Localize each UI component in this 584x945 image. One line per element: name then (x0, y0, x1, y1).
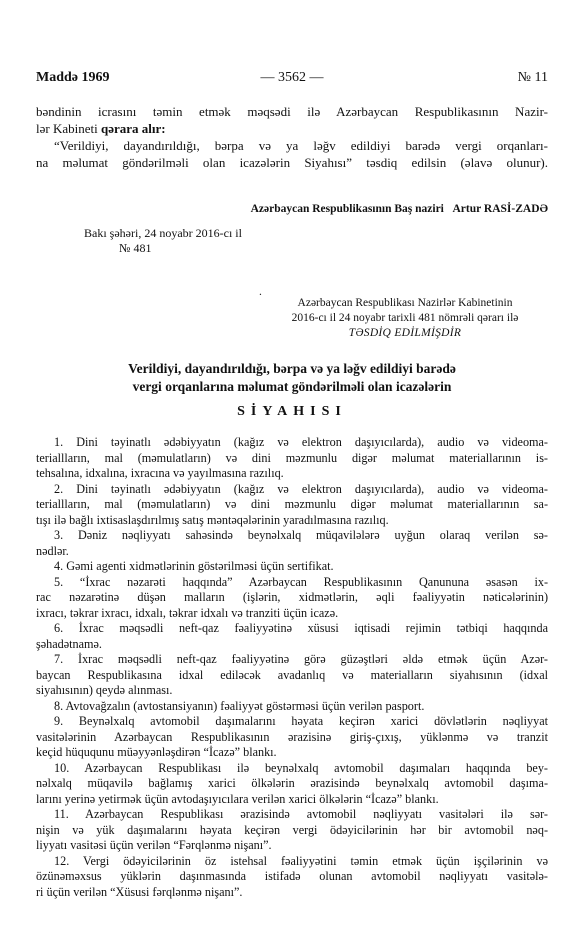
header-page-number: — 3562 — (260, 70, 324, 85)
list-item (36, 575, 548, 622)
list-item-line: tışı ilə bağlı ixtisaslaşdırılmış satış məntəqələrinin yaradılmasına razılıq. (36, 512, 389, 527)
quote-line: na məlumat göndərilməli olan icazələrin Siyahısı” təsdiq edilsin (əlavə olunur). (36, 155, 548, 170)
document-title (36, 360, 548, 396)
intro-text: lər Kabineti (36, 121, 101, 136)
list-item-line: vasitələrinin Azərbaycan Respublikasının ərazisinə giriş-çıxış, yüklənmə və tranzit (36, 729, 548, 744)
list-item (36, 699, 548, 715)
list-item-line: 4. Gəmi agenti xidmətlərinin göstərilməsi üçün sertifikat. (54, 559, 334, 573)
list-item-line: 8. Avtovağzalın (avtostansiyanın) fəaliyyət göstərməsi üçün verilən pasport. (54, 698, 425, 713)
approval-line: Azərbaycan Respublikası Nazirlər Kabinetinin (297, 297, 513, 309)
list-item-line: ixracı, təkrar ixracı, idxalı, təkrar idxalı və tranziti üçün icazə. (36, 605, 339, 620)
approval-block (255, 288, 555, 341)
list-item-line: nədlər. (36, 543, 69, 558)
page-header (36, 70, 548, 88)
list-item (36, 435, 548, 482)
list-item-line: teriallların, mal (məmulatların) və dini məzmunlu digər məlumat materiallarının is- (36, 450, 548, 465)
quote-line: “Verildiyi, dayandırıldığı, bərpa və ya ləğv edildiyi barədə vergi orqanları- (54, 138, 548, 153)
list-item (36, 559, 548, 575)
list-item-line: baycan Respublikasına idxal ediləcək avadanlıq və materialların siyahısının (idxal (36, 667, 548, 682)
list-item (36, 854, 548, 901)
list-item-line: ri üçün verilən “Xüsusi fərqlənmə nişanı”. (36, 884, 243, 899)
permits-list (36, 435, 548, 900)
list-item (36, 482, 548, 529)
approval-line: 2016-cı il 24 noyabr tarixli 481 nömrəli qərarı ilə (291, 312, 519, 324)
list-item-line: teriallların, mal (məmulatların) və dini məzmunlu digər məlumat materiallarının sa- (36, 497, 548, 511)
place-date: Bakı şəhəri, 24 noyabr 2016-cı il (84, 226, 242, 240)
signature-position: Azərbaycan Respublikasının Baş naziri (250, 203, 444, 215)
list-item-line: nəlxalq müqavilə bağlamış xarici ölkələrin ərazisində beynəlxalq avtomobil daşıma- (36, 776, 548, 790)
decree-number: № 481 (119, 241, 152, 255)
list-item (36, 761, 548, 808)
list-item (36, 528, 548, 559)
signature-name: Artur RASİ-ZADƏ (452, 203, 548, 215)
place-date-block (84, 226, 242, 256)
header-article: Maddə 1969 (36, 70, 110, 85)
decision-phrase: qərara alır: (100, 121, 166, 136)
header-issue-number: № 11 (517, 70, 548, 85)
approval-dot: . (259, 286, 262, 298)
list-item-line: 1. Dini təyinatlı ədəbiyyatın (kağız və elektron daşıyıcılarda), audio və videoma- (54, 435, 548, 449)
list-item-line: 12. Vergi ödəyicilərinin öz istehsal fəaliyyətini təmin etmək üçün işçilərinin və (54, 853, 548, 868)
list-item (36, 621, 548, 652)
list-item-line: 11. Azərbaycan Respublikası ərazisində avtomobil nəqliyyatı vasitələri ilə sər- (54, 807, 548, 821)
signature-block (251, 203, 548, 215)
list-item-line: siyahısının) qeydə alınması. (36, 683, 173, 697)
approved-stamp-text: TƏSDİQ EDİLMİŞDİR (348, 327, 462, 339)
list-item-line: 3. Dəniz nəqliyyatı sahəsində beynəlxalq müqavilələrə uyğun olaraq verilən sə- (54, 528, 548, 542)
list-item-line: larını yerinə yetirmək üçün avtodaşıyıcılara verilən xarici ölkələrin “İcazə” blankı. (36, 791, 439, 806)
list-item-line: 5. “İxrac nəzarəti haqqında” Azərbaycan Respublikasının Qanununa əsasən ix- (54, 574, 548, 589)
intro-line: bəndinin icrasını təmin etmək məqsədi ilə Azərbaycan Respublikasının Nazir- (36, 104, 548, 119)
list-item (36, 652, 548, 699)
title-line: Verildiyi, dayandırıldığı, bərpa və ya ləğv edildiyi barədə (128, 361, 456, 376)
list-item (36, 714, 548, 761)
list-item-line: 7. İxrac məqsədli neft-qaz fəaliyyətinə görə güzəştləri əldə etmək üçün Azər- (54, 652, 548, 666)
list-item-line: liyyatı vasitəsi üçün verilən “Fərqlənmə nişanı”. (36, 838, 272, 852)
list-item-line: 9. Beynəlxalq avtomobil daşımalarını həyata keçirən xarici dövlətlərin nəqliyyat (54, 714, 548, 728)
list-item-line: şəhadətnamə. (36, 636, 102, 651)
list-item-line: özünəməxsus yüklərin daşınmasında istifadə olunan avtomobil nəqliyyatı vasitələ- (36, 869, 548, 883)
list-item-line: rac nəzarətinə düşən malların (işlərin, xidmətlərin, əqli fəaliyyətin nəticələrinin) (36, 590, 548, 604)
intro-block (36, 103, 548, 171)
list-item-line: keçid hüququnu müəyyənləşdirən “İcazə” blankı. (36, 745, 277, 759)
list-heading: SİYAHISI (237, 404, 347, 419)
list-item-line: tehsalına, idxalına, ixracına və yayılmasına razılıq. (36, 466, 284, 480)
list-item-line: 2. Dini təyinatlı ədəbiyyatın (kağız və elektron daşıyıcılarda), audio və videoma- (54, 481, 548, 496)
title-line: vergi orqanlarına məlumat göndərilməli olan icazələrin (132, 379, 452, 394)
intro-line (36, 120, 548, 137)
list-item-line: 6. İxrac məqsədli neft-qaz fəaliyyətinə xüsusi iqtisadi rejimin tətbiqi haqqında (54, 621, 548, 635)
list-item-line: nişin və yük daşımalarını həyata keçirən vergi ödəyicilərinin hər bir avtomobil nəq- (36, 822, 548, 837)
list-item (36, 807, 548, 854)
list-item-line: 10. Azərbaycan Respublikası ilə beynəlxalq avtomobil daşımaları haqqında bey- (54, 760, 548, 775)
